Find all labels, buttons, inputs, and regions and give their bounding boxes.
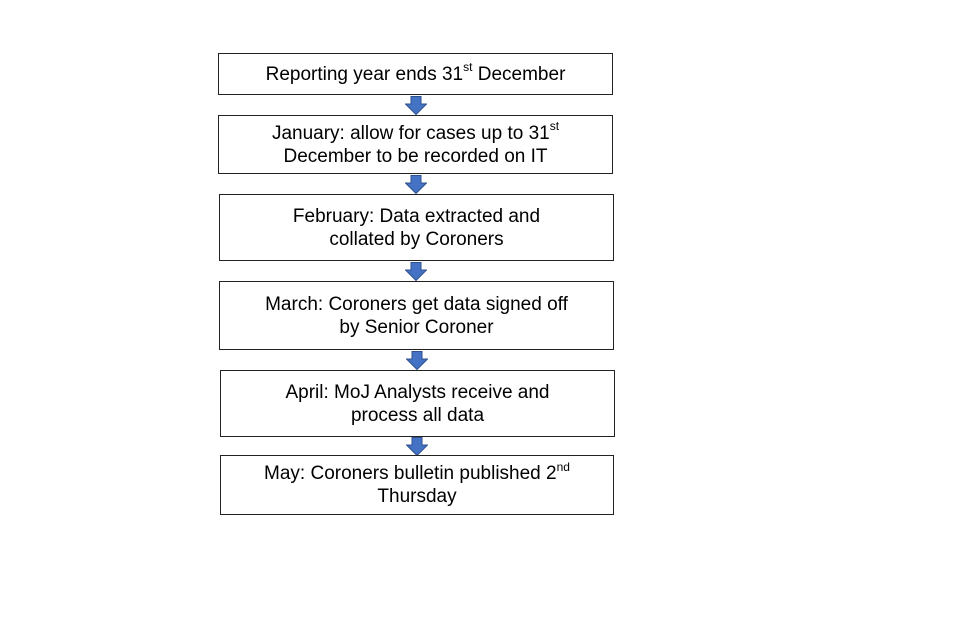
flow-step-line-2: collated by Coroners (329, 228, 504, 250)
flow-step-line-2: Thursday (377, 486, 457, 507)
flow-step-superscript: st (549, 119, 560, 134)
flow-step-text (293, 205, 540, 251)
down-arrow-icon (405, 262, 427, 281)
flow-step-text-main: January: allow for cases up to 31 (271, 122, 550, 144)
flow-step-text (265, 60, 566, 86)
flow-step-may (220, 455, 614, 515)
flow-step-line-1 (265, 60, 566, 86)
flow-step-text (271, 119, 560, 168)
flow-step-january (218, 115, 613, 174)
flow-step-text (285, 381, 549, 427)
flow-step-text (264, 459, 570, 508)
flow-step-march (219, 281, 614, 350)
flow-step-line-1: February: Data extracted and (292, 205, 541, 227)
flow-step-superscript: nd (556, 459, 570, 474)
flow-step-line-1: April: MoJ Analysts receive and (285, 381, 550, 403)
flow-step-line-1 (264, 459, 570, 485)
down-arrow-icon (406, 351, 428, 370)
flow-step-text (265, 293, 568, 339)
flow-step-april (220, 370, 615, 437)
flow-step-line-2: process all data (350, 404, 485, 426)
flow-step-text-main: Reporting year ends 31 (265, 63, 464, 85)
flow-step-superscript: st (463, 60, 473, 75)
flow-step-line-1: March: Coroners get data signed off (265, 293, 568, 315)
flow-step-reporting-year (218, 53, 613, 95)
flow-step-line-2: by Senior Coroner (339, 316, 494, 338)
flow-step-text-main: May: Coroners bulletin published 2 (264, 463, 557, 484)
down-arrow-icon (405, 96, 427, 115)
flow-step-line-2: December to be recorded on IT (283, 145, 548, 167)
down-arrow-icon (405, 175, 427, 194)
flow-step-line-1 (271, 119, 560, 145)
flow-step-february (219, 194, 614, 261)
flow-step-text-after: December (472, 63, 566, 85)
down-arrow-icon (406, 437, 428, 456)
